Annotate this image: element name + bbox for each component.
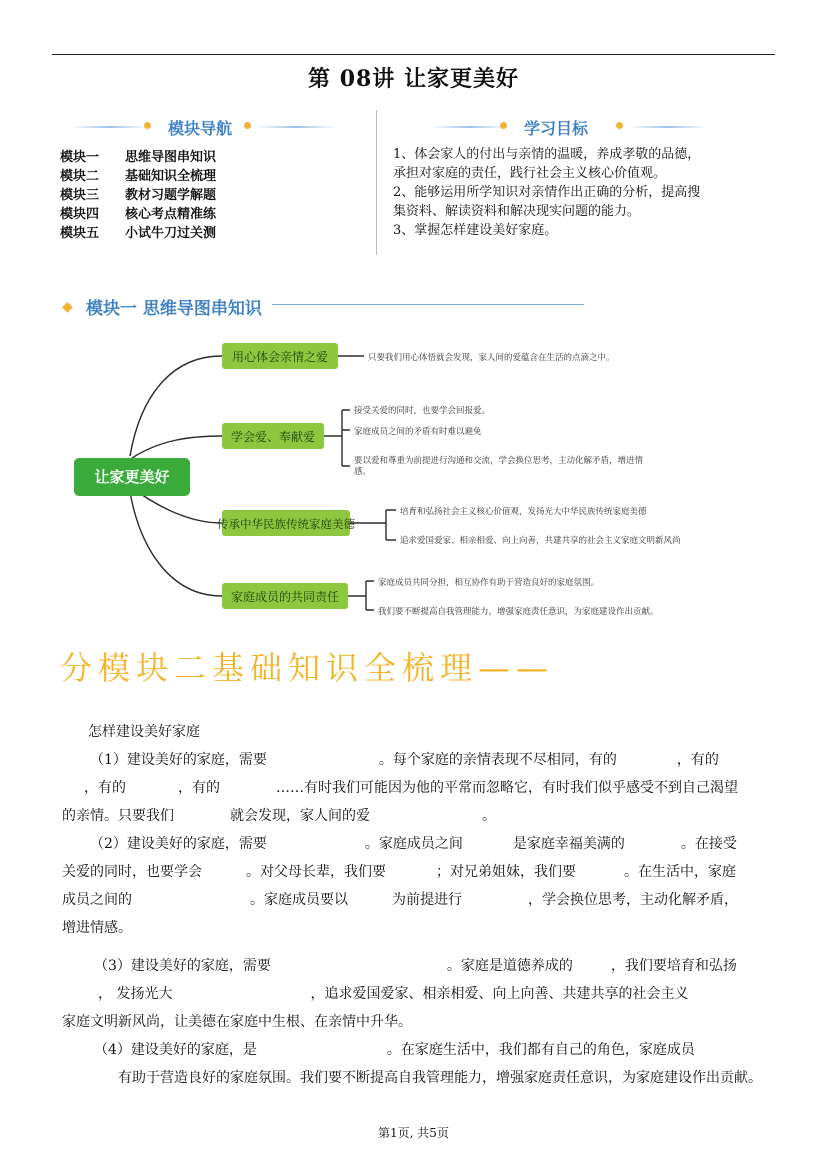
mind-note: 追求爱国爱家、相亲相爱、向上向善，共建共享的社会主义家庭文明新风尚 [400,536,681,546]
diamond-icon: ◆ [62,299,73,315]
module2-heading: 分模块二基础知识全梳理—— [60,649,555,687]
nav-header: 模块导航 [168,119,233,138]
learning-goals [393,145,773,240]
mind-note: 要以爱和尊重为前提进行沟通和交流，学会换位思考，主动化解矛盾，增进情 [354,456,644,466]
paragraph-4: （4）建设美好的家庭，是 。在家庭生活中，我们都有自己的角色，家庭成员 有助于营造良好的家庭氛围。我们要不断提高自我管理能力，增强家庭责任意识，为家庭建设作出贡献。 [94,1042,762,1086]
goal-line: 3、掌握怎样建设美好家庭。 [393,223,558,238]
mind-note: 培育和弘扬社会主义核心价值观，发扬光大中华民族传统家庭美德 [400,507,647,517]
goals-header-dot [500,122,507,129]
goals-header-dot-right [616,122,623,129]
nav-item[interactable]: 模块三 教材习题学解题 [60,188,217,203]
nav-header-line-left [72,126,147,128]
module1-heading: 模块一 思维导图串知识 [86,299,262,319]
page-number: 第1页, 共5页 [378,1126,449,1140]
mind-note: 接受关爱的同时，也要学会回报爱。 [354,406,491,416]
nav-item[interactable]: 模块五 小试牛刀过关测 [60,226,217,241]
goals-header-line-left [432,126,507,128]
goal-line: 承担对家庭的责任，践行社会主义核心价值观。 [393,166,667,181]
mind-branch-label: 家庭成员的共同责任 [230,590,340,604]
mind-note: 我们要不断提高自我管理能力，增强家庭责任意识，为家庭建设作出贡献。 [378,607,659,617]
mind-note: 只要我们用心体悟就会发现，家人间的爱蕴含在生活的点滴之中。 [368,353,615,363]
mind-note: 家庭成员共同分担，相互协作有助于营造良好的家庭氛围。 [378,578,600,588]
nav-item[interactable]: 模块四 核心考点精准练 [60,207,217,222]
mind-branch-label: 传承中华民族传统家庭美德 [217,517,355,531]
section-intro: 怎样建设美好家庭 [88,724,200,740]
content-body [62,718,774,1092]
nav-item[interactable]: 模块一 思维导图串知识 [60,150,217,165]
paragraph-3: （3）建设美好的家庭，需要 。家庭是道德养成的 ，我们要培育和弘扬 ， 发扬光大 ，追求爱国爱家、相亲相爱、向上向善、共建共享的社会主义 家庭文明新风尚，让美德在家庭中生根、在亲情中升华。 [62,958,737,1030]
mind-branch-label: 用心体会亲情之爱 [231,350,329,364]
nav-header-line-right [256,126,336,128]
goal-line: 集资料、解读资料和解决现实问题的能力。 [393,204,641,219]
goal-line: 2、能够运用所学知识对亲情作出正确的分析，提高搜 [393,185,701,200]
column-separator [376,110,377,255]
mind-root-label: 让家更美好 [94,468,170,486]
nav-header-dot [144,122,151,129]
page-title: 第 08讲 让家更美好 [308,66,519,92]
mind-branch-label: 学会爱、奉献爱 [230,430,316,444]
mind-map [60,318,720,620]
mind-note: 家庭成员之间的矛盾有时难以避免 [354,427,482,437]
nav-item[interactable]: 模块二 基础知识全梳理 [60,169,217,184]
goal-line: 1、体会家人的付出与亲情的温暖，养成孝敬的品德， [393,147,701,162]
module1-rule [272,304,584,305]
paragraph-2: （2）建设美好的家庭，需要 。家庭成员之间 是家庭幸福美满的 。在接受 关爱的同时，也要学会 。对父母长辈，我们要 ；对兄弟姐妹，我们要 。在生活中，家庭 成员之间的 。家庭成员要以 为前提进行 ，学会换位思考，主动化解矛盾， 增进情感。 [62,836,738,936]
paragraph-1: （1）建设美好的家庭，需要 。每个家庭的亲情表现不尽相同，有的 ，有的 ，有的 ，有的 ……有时我们可能因为他的平常而忽略它，有时我们似乎感受不到自己渴望 的亲情。只要我们 就会发现，家人间的爱 。 [62,752,738,824]
nav-list [60,148,216,243]
mind-note: 感。 [354,467,372,477]
nav-header-dot-right [244,122,251,129]
goals-header-line-right [628,126,708,128]
header-rule [52,54,775,55]
goals-header: 学习目标 [524,119,589,138]
